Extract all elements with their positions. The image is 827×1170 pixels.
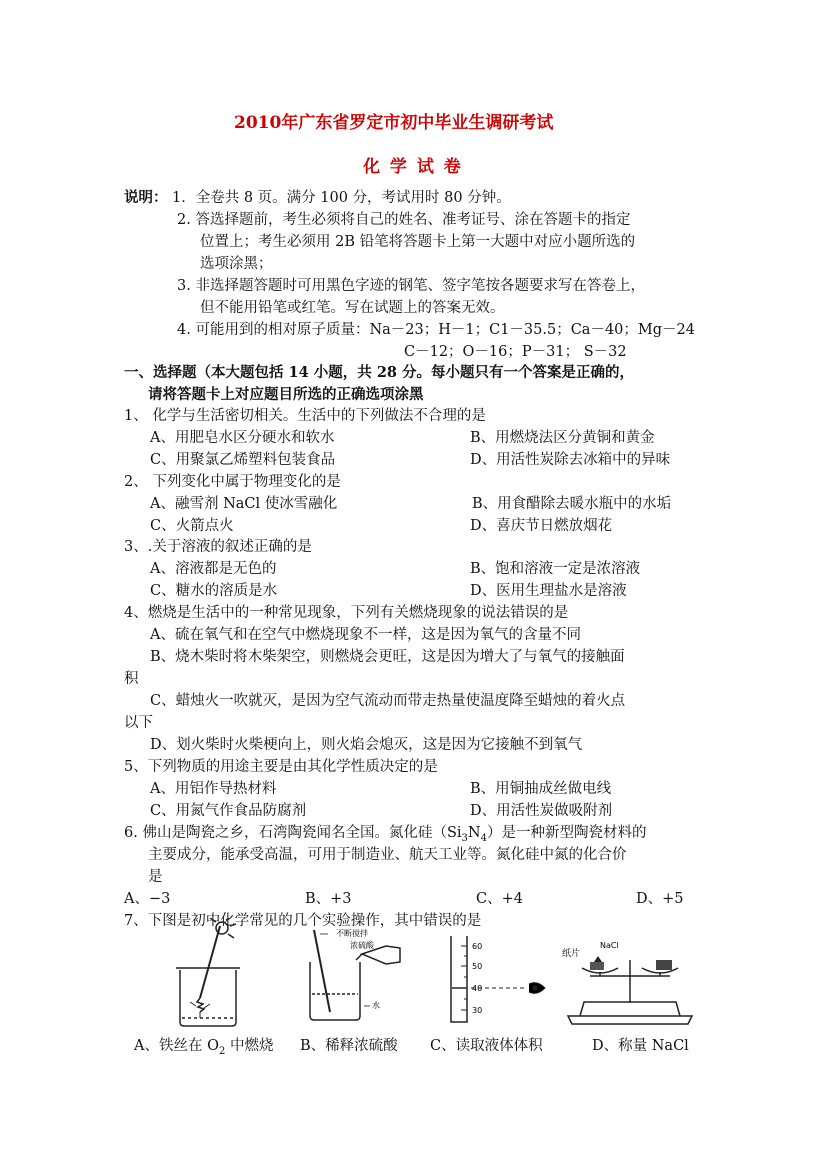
q7-option-b-caption: B、稀释浓硫酸 <box>300 1038 398 1054</box>
q6-option-a: A、−3 <box>124 891 171 907</box>
q2-option-d: D、喜庆节日燃放烟花 <box>470 518 613 534</box>
q3-stem: 3、.关于溶液的叙述正确的是 <box>124 539 312 555</box>
instruction-1: 1．全卷共 8 页。满分 100 分，考试用时 80 分钟。 <box>172 190 511 206</box>
q4-option-b-cont: 积 <box>124 671 139 687</box>
figure-diluting-sulfuric-acid <box>300 926 416 1026</box>
q4-option-a: A、硫在氧气和在空气中燃烧现象不一样，这是因为氧气的含量不同 <box>150 627 581 643</box>
q6-stem-cont: 主要成分，能承受高温，可用于制造业、航天工业等。氮化硅中氮的化合价 <box>148 847 627 863</box>
fig-c-tick-50: 50 <box>472 962 483 971</box>
q1-option-d: D、用活性炭除去冰箱中的异味 <box>470 452 671 468</box>
q1-option-c: C、用聚氯乙烯塑料包装食品 <box>150 452 336 468</box>
instruction-3: 3. 非选择题答题时可用黑色字迹的钢笔、签字笔按各题要求写在答卷上， <box>177 278 645 294</box>
q4-stem: 4、燃烧是生活中的一种常见现象，下列有关燃烧现象的说法错误的是 <box>124 605 569 621</box>
q6-option-d: D、+5 <box>636 891 684 907</box>
fig-d-label-nacl: NaCl <box>600 941 619 950</box>
figure-iron-wire-burning <box>160 918 252 1030</box>
instruction-2-cont: 位置上；考生必须用 2B 铅笔将答题卡上第一大题中对应小题所选的 <box>200 234 636 250</box>
q6-stem: 6. 佛山是陶瓷之乡，石湾陶瓷闻名全国。氮化硅$(Si_3N_4)$是一种新型陶瓷材料的 <box>124 825 647 844</box>
instruction-3-cont: 但不能用铅笔或红笔。写在试题上的答案无效。 <box>200 300 505 316</box>
instruction-2-cont2: 选项涂黑； <box>200 256 273 272</box>
q4-option-b: B、烧木柴时将木柴架空，则燃烧会更旺，这是因为增大了与氧气的接触面 <box>150 649 625 665</box>
q1-option-b: B、用燃烧法区分黄铜和黄金 <box>470 430 655 446</box>
q2-option-c: C、火箭点火 <box>150 518 234 534</box>
q5-option-a: A、用铝作导热材料 <box>150 781 277 797</box>
fig-b-label-acid: 浓硫酸 <box>350 941 374 950</box>
q3-option-d: D、医用生理盐水是溶液 <box>470 583 627 599</box>
figure-reading-volume <box>445 934 549 1026</box>
q7-stem: 7、下图是初中化学常见的几个实验操作，其中错误的是 <box>124 913 482 929</box>
instruction-2: 2. 答选择题前，考生必须将自己的姓名、准考证号、涂在答题卡的指定 <box>177 212 631 228</box>
fig-b-label-stir: 不断搅拌 <box>336 929 368 938</box>
q7-option-d-caption: D、称量 NaCl <box>592 1038 689 1054</box>
q3-option-a: A、溶液都是无色的 <box>150 561 277 577</box>
q5-option-b: B、用铜抽成丝做电线 <box>470 781 612 797</box>
q1-option-a: A、用肥皂水区分硬水和软水 <box>150 430 335 446</box>
section-1-heading: 一、选择题（本大题包括 14 小题，共 28 分。每小题只有一个答案是正确的， <box>124 364 635 381</box>
q2-option-b: B、用食醋除去暖水瓶中的水垢 <box>472 496 672 512</box>
q5-stem: 5、下列物质的用途主要是由其化学性质决定的是 <box>124 759 438 775</box>
q7-option-a-caption: A、铁丝在 $O_2$ 中燃烧 <box>134 1038 274 1057</box>
exam-title: 2010年广东省罗定市初中毕业生调研考试 <box>234 113 554 133</box>
instruction-4-cont: C－12；O－16；P－31； S－32 <box>404 344 627 360</box>
q5-option-d: D、用活性炭做吸附剂 <box>470 803 613 819</box>
q2-option-a: A、融雪剂 NaCl 使冰雪融化 <box>150 496 338 512</box>
q2-stem: 2、 下列变化中属于物理变化的是 <box>124 474 341 490</box>
q7-option-c-caption: C、读取液体体积 <box>430 1038 543 1054</box>
q3-option-b: B、饱和溶液一定是浓溶液 <box>470 561 641 577</box>
exam-subtitle: 化 学 试 卷 <box>363 157 463 177</box>
q4-option-c-cont: 以下 <box>124 715 153 731</box>
fig-b-label-water: 水 <box>372 1001 380 1010</box>
q6-stem-cont2: 是 <box>148 869 163 885</box>
q4-option-d: D、划火柴时火柴梗向上，则火焰会熄灭，这是因为它接触不到氧气 <box>150 737 583 753</box>
q3-option-c: C、糖水的溶质是水 <box>150 583 278 599</box>
q6-option-c: C、+4 <box>476 891 523 907</box>
fig-d-label-paper: 纸片 <box>562 949 581 959</box>
q5-option-c: C、用氮气作食品防腐剂 <box>150 803 307 819</box>
section-1-heading-cont: 请将答题卡上对应题目所选的正确选项涂黑 <box>148 386 424 403</box>
q6-option-b: B、+3 <box>305 891 352 907</box>
figure-weighing-nacl <box>560 936 700 1028</box>
instruction-4: 4. 可能用到的相对原子质量：Na－23；H－1；C1－35.5；Ca－40；Mg－24 <box>177 322 695 338</box>
q1-stem: 1、 化学与生活密切相关。生活中的下列做法不合理的是 <box>124 408 486 424</box>
q4-option-c: C、蜡烛火一吹就灭，是因为空气流动而带走热量使温度降至蜡烛的着火点 <box>150 693 626 709</box>
instructions-label: 说明： <box>124 189 168 206</box>
fig-c-tick-30: 30 <box>472 1006 483 1015</box>
fig-c-tick-60: 60 <box>472 942 483 951</box>
fig-c-tick-40: 40 <box>472 984 483 993</box>
